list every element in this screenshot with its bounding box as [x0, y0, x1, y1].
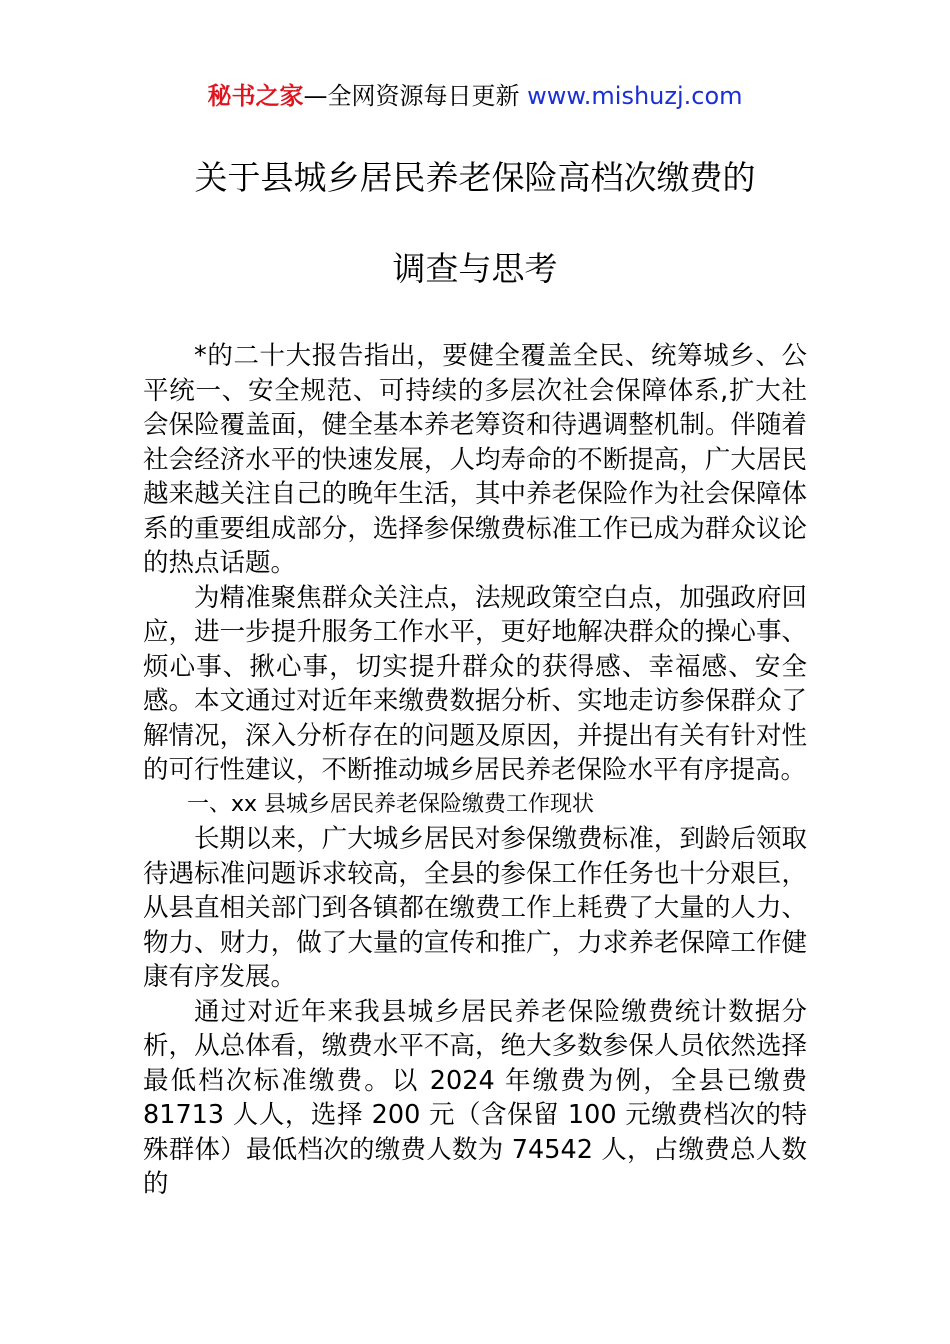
site-url-link[interactable]: www.mishuzj.com	[527, 82, 743, 110]
header-tagline: —全网资源每日更新	[303, 82, 520, 110]
section-heading: 一、xx 县城乡居民养老保险缴费工作现状	[187, 791, 595, 817]
document-title-line-1: 关于县城乡居民养老保险高档次缴费的	[194, 158, 756, 197]
paragraph: 长期以来，广大城乡居民对参保缴费标准，到龄后领取待遇标准问题诉求较高，全县的参保工作任务也十分艰巨，从县直相关部门到各镇都在缴费工作上耗费了大量的人力、物力、财力，做了大量的宣传和推广，力求养老保障工作健康有序发展。	[143, 824, 807, 992]
document-body	[143, 339, 807, 1202]
brand-name: 秘书之家	[207, 82, 304, 110]
paragraph: 通过对近年来我县城乡居民养老保险缴费统计数据分析，从总体看，缴费水平不高，绝大多数参保人员依然选择最低档次标准缴费。以 2024 年缴费为例，全县已缴费 81713 人人，选择 200 元（含保留 100 元缴费档次的特殊群体）最低档次的缴费人数为 74542 人，占缴费总人数的	[143, 996, 807, 1199]
site-header	[0, 78, 950, 114]
paragraph: 为精准聚焦群众关注点，法规政策空白点，加强政府回应，进一步提升服务工作水平，更好地解决群众的操心事、烦心事、揪心事，切实提升群众的获得感、幸福感、安全感。本文通过对近年来缴费数据分析、实地走访参保群众了解情况，深入分析存在的问题及原因，并提出有关有针对性的可行性建议，不断推动城乡居民养老保险水平有序提高。	[143, 582, 807, 785]
paragraph: *的二十大报告指出，要健全覆盖全民、统筹城乡、公平统一、安全规范、可持续的多层次社会保障体系,扩大社会保险覆盖面，健全基本养老筹资和待遇调整机制。伴随着社会经济水平的快速发展，人均寿命的不断提高，广大居民越来越关注自己的晚年生活，其中养老保险作为社会保障体系的重要组成部分，选择参保缴费标准工作已成为群众议论的热点话题。	[143, 341, 807, 578]
document-title-line-2: 调查与思考	[392, 249, 558, 288]
